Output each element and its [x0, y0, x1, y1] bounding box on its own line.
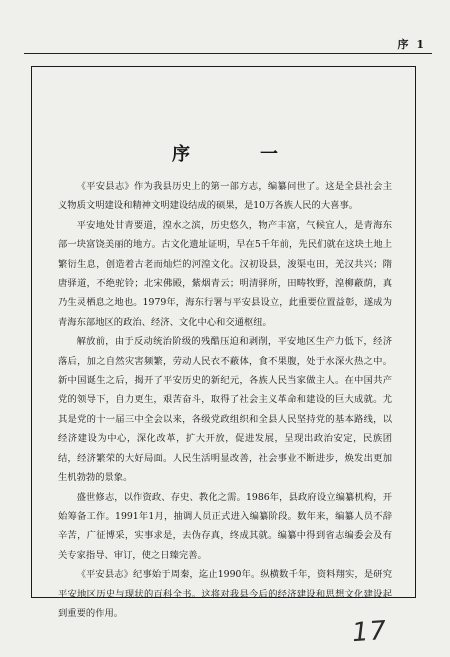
header-rule: [24, 53, 432, 54]
paragraph: 《平安县志》纪事始于周秦，迄止1990年。纵横数千年，资料翔实，是研究平安地区历史与现状的百科全书。这将对我县今后的经济建设和思想文化建设起到重要的作用。: [58, 569, 392, 619]
paragraph: 解放前，由于反动统治阶级的残酷压迫和剥削，平安地区生产力低下，经济落后，加之自然灾害频繁，劳动人民衣不蔽体，食不果腹，处于水深火热之中。新中国诞生之后，揭开了平安历史的新纪元，各族人民当家做主人。在中国共产党的领导下，自力更生，艰苦奋斗，取得了社会主义革命和建设的巨大成就。尤其是党的十一届三中全会以来，各级党政组织和全县人民坚持党的基本路线，以经济建设为中心，深化改革，扩大开放，促进发展，呈现出政治安定，民族团结，经济繁荣的大好局面。人民生活明显改善，社会事业不断进步，焕发出更加生机勃勃的景象。: [58, 336, 392, 484]
page-header: [24, 34, 432, 56]
handwritten-page-number: 17: [350, 615, 389, 649]
paragraph: 《平安县志》作为我县历史上的第一部方志，编纂问世了。这是全县社会主义物质文明建设和精神文明建设结成的硕果，是10万各族人民的大喜事。: [58, 181, 392, 212]
paragraph: 盛世修志，以作资政、存史、教化之需。1986年，县政府设立编纂机构，开始筹备工作。1991年1月，抽调人员正式进入编纂阶段。数年来，编纂人员不辞辛苦，广征博采，实事求是，去伪存真，终成其就。编纂中得到省志编委会及有关专家指导、审订，使之日臻完善。: [58, 491, 392, 561]
paragraph: 平安地处甘青要道，湟水之滨，历史悠久，物产丰富，气候宜人，是青海东部一块富饶美丽的地方。古文化遗址证明，早在5千年前，先民们就在这块土地上繁衍生息，创造着古老而灿烂的河湟文化。汉初设县，浚渠屯田，羌汉共兴；隋唐驿道，不绝驼铃；北宋佛殿，紫烟青云；明清驿所，田畴牧野，湟柳蔽荫，真乃生灵栖息之地也。1979年，海东行署与平安县设立，此重要位置益彰，遂成为青海东部地区的政治、经济、文化中心和交通枢纽。: [58, 219, 392, 328]
preface-title: 序 一: [172, 144, 304, 165]
preface-body: [58, 177, 392, 623]
running-head: 序 1: [397, 38, 426, 51]
